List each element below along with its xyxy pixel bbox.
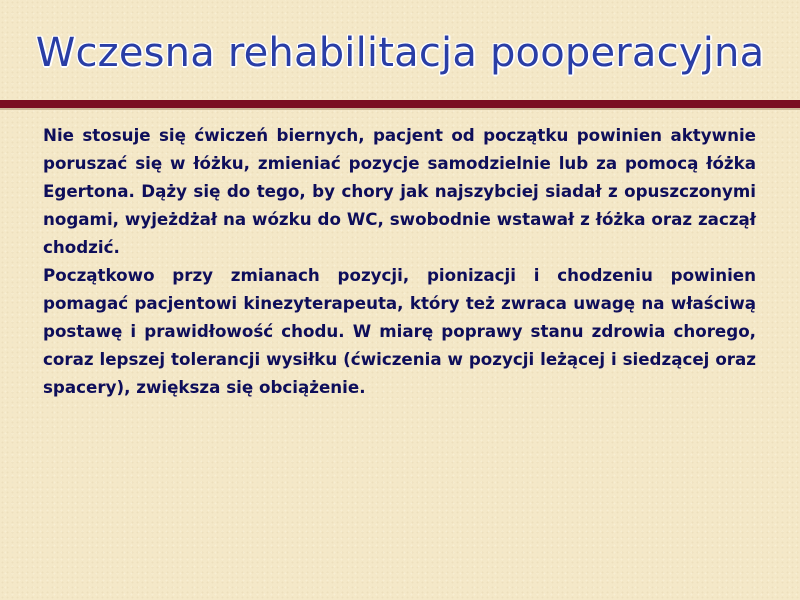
slide-title: Wczesna rehabilitacja pooperacyjna — [35, 30, 765, 76]
title-divider-shadow — [0, 108, 800, 110]
body-paragraph: Początkowo przy zmianach pozycji, pionizacji i chodzeniu powinien pomagać pacjentowi kinezyterapeuta, który też zwraca uwagę na właściwą postawę i prawidłowość chodu. W miarę poprawy stanu zdrowia chorego, coraz lepszej tolerancji wysiłku (ćwiczenia w pozycji leżącej i siedzącej oraz spacery), zwiększa się obciążenie. — [43, 265, 756, 397]
body-paragraph: Nie stosuje się ćwiczeń biernych, pacjent od początku powinien aktywnie poruszać się w łóżku, zmieniać pozycje samodzielnie lub za pomocą łóżka Egertona. Dąży się do tego, by chory jak najszybciej siadał z opuszczonymi nogami, wyjeżdżał na wózku do WC, swobodnie wstawał z łóżka oraz zaczął chodzić. — [43, 125, 756, 257]
slide-body — [43, 121, 756, 401]
title-divider — [0, 100, 800, 108]
